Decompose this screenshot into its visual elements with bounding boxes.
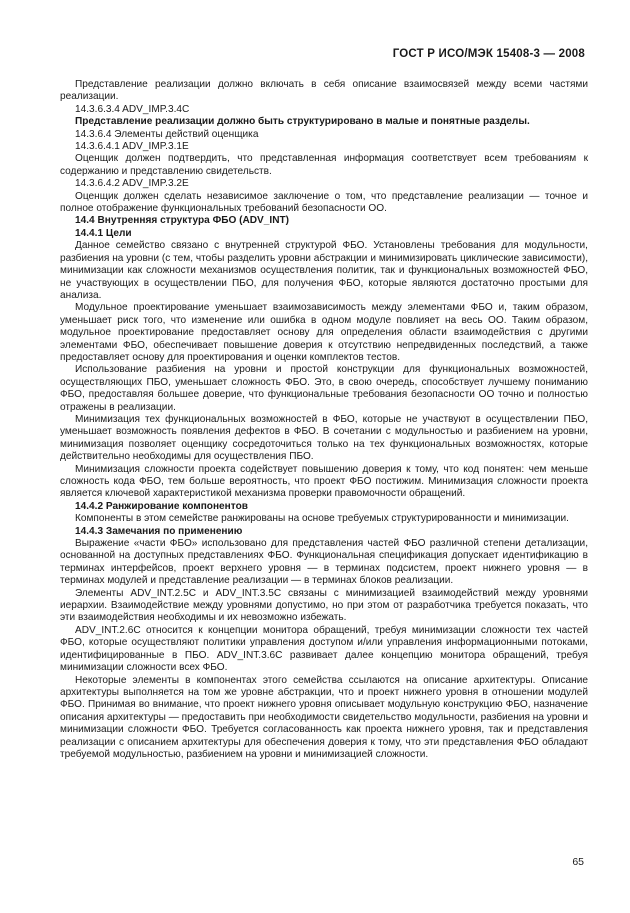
paragraph: Оценщик должен подтвердить, что представленная информация соответствует всем требованиям к содержанию и представлению свидетельств. [60, 153, 588, 177]
paragraph: 14.3.6.4 Элементы действий оценщика [75, 128, 259, 140]
section-heading: Представление реализации должно быть структурировано в малые и понятные разделы. [75, 116, 530, 128]
page-number: 65 [572, 856, 584, 868]
paragraph: ADV_INT.2.6C относится к концепции монитора обращений, требуя минимизации сложности тех частей ФБО, которые осуществляют политики управления доступом и/или управления информационными потоками, идентифицированные в ПБО. ADV_INT.3.6C развивает далее концепцию монитора обращений, требуя минимизации сложности всех ФБО. [60, 624, 588, 674]
paragraph: 14.3.6.4.1 ADV_IMP.3.1E [75, 141, 189, 153]
paragraph: Использование разбиения на уровни и простой конструкции для функциональных возможностей, осуществляющих ПБО, уменьшает сложность ФБО. Это, в свою очередь, способствует лучшему пониманию ФБО, предоставляя большее доверие, что функциональные требования безопасности ОО точно и полностью отражены в реализации. [60, 364, 588, 413]
section-heading: 14.4.3 Замечания по применению [75, 525, 243, 537]
paragraph: Данное семейство связано с внутренней структурой ФБО. Установлены требования для модульности, разбиения на уровни (с тем, чтобы разделить уровни абстракции и минимизировать циклические зависимости), минимизации как сложности механизмов осуществления политик, так и функциональных возможностей ФБО, не участвующих в осуществлении ПБО, для получения ФБО, которые являются достаточно простыми для анализа. [60, 240, 588, 301]
document-body [60, 79, 588, 761]
paragraph: Модульное проектирование уменьшает взаимозависимость между элементами ФБО и, таким образом, уменьшает риск того, что изменение или ошибка в одном модуле повлияет на весь ОО. Таким образом, модульное проектирование предоставляет основу для определения области взаимодействия с другими элементами ФБО, обеспечивает повышение доверия к отсутствию непредвиденных последствий, а также предоставляет основу для проектирования и оценки комплектов тестов. [60, 302, 588, 363]
paragraph: Минимизация тех функциональных возможностей в ФБО, которые не участвуют в осуществлении ПБО, уменьшает возможность появления дефектов в ФБО. В сочетании с модульностью и разбиением на уровни, минимизация позволяет оценщику сосредоточиться только на тех функциональных возможностях, которые действительно необходимы для осуществления ПБО. [60, 413, 588, 463]
paragraph: 14.3.6.4.2 ADV_IMP.3.2E [75, 178, 189, 190]
standard-header: ГОСТ Р ИСО/МЭК 15408-3 — 2008 [392, 48, 585, 60]
section-heading: 14.4.2 Ранжирование компонентов [75, 500, 248, 512]
paragraph: Некоторые элементы в компонентах этого семейства ссылаются на описание архитектуры. Описание архитектуры выполняется на том же уровне абстракции, что и проект нижнего уровня в отношении модулей ФБО. Принимая во внимание, что проект нижнего уровня описывает модульную конструкцию ФБО, назначение описания архитектуры — предоставить при необходимости свидетельство модульности, разбиения на уровни и минимизации сложности ФБО. Требуется согласованность как проекта нижнего уровня, так и представления реализации с описанием архитектуры для обеспечения доверия к тому, что эти представления ФБО обладают требуемой модульностью, разбиением на уровни и минимизацией сложности. [60, 674, 588, 760]
paragraph: Элементы ADV_INT.2.5C и ADV_INT.3.5C связаны с минимизацией взаимодействий между уровнями иерархии. Взаимодействие между уровнями допустимо, но при этом от разработчика требуется показать, что эти взаимодействия необходимы и их невозможно избежать. [60, 587, 588, 624]
paragraph: Оценщик должен сделать независимое заключение о том, что представление реализации — точное и полное отображение функциональных требований безопасности ОО. [60, 190, 588, 215]
paragraph: Выражение «части ФБО» использовано для представления частей ФБО различной степени детализации, основанной на доступных представлениях ФБО. Функциональная спецификация допускает идентификацию в терминах интерфейсов, проект верхнего уровня — в терминах подсистем, проект нижнего уровня — в терминах модулей и представление реализации — в терминах блоков реализации. [60, 538, 588, 587]
paragraph: Компоненты в этом семействе ранжированы на основе требуемых структурированности и минимизации. [75, 513, 569, 525]
section-heading: 14.4 Внутренняя структура ФБО (ADV_INT) [75, 215, 290, 227]
section-heading: 14.4.1 Цели [75, 227, 132, 239]
paragraph: Представление реализации должно включать в себя описание взаимосвязей между всеми частями реализации. [60, 79, 588, 103]
paragraph: Минимизация сложности проекта содействует повышению доверия к тому, что код понятен: чем меньше сложность кода ФБО, тем больше вероятность, что проект ФБО постижим. Минимизация сложности проекта является ключевой характеристикой механизма проверки правомочности обращений. [60, 463, 588, 500]
paragraph: 14.3.6.3.4 ADV_IMP.3.4C [75, 103, 190, 115]
